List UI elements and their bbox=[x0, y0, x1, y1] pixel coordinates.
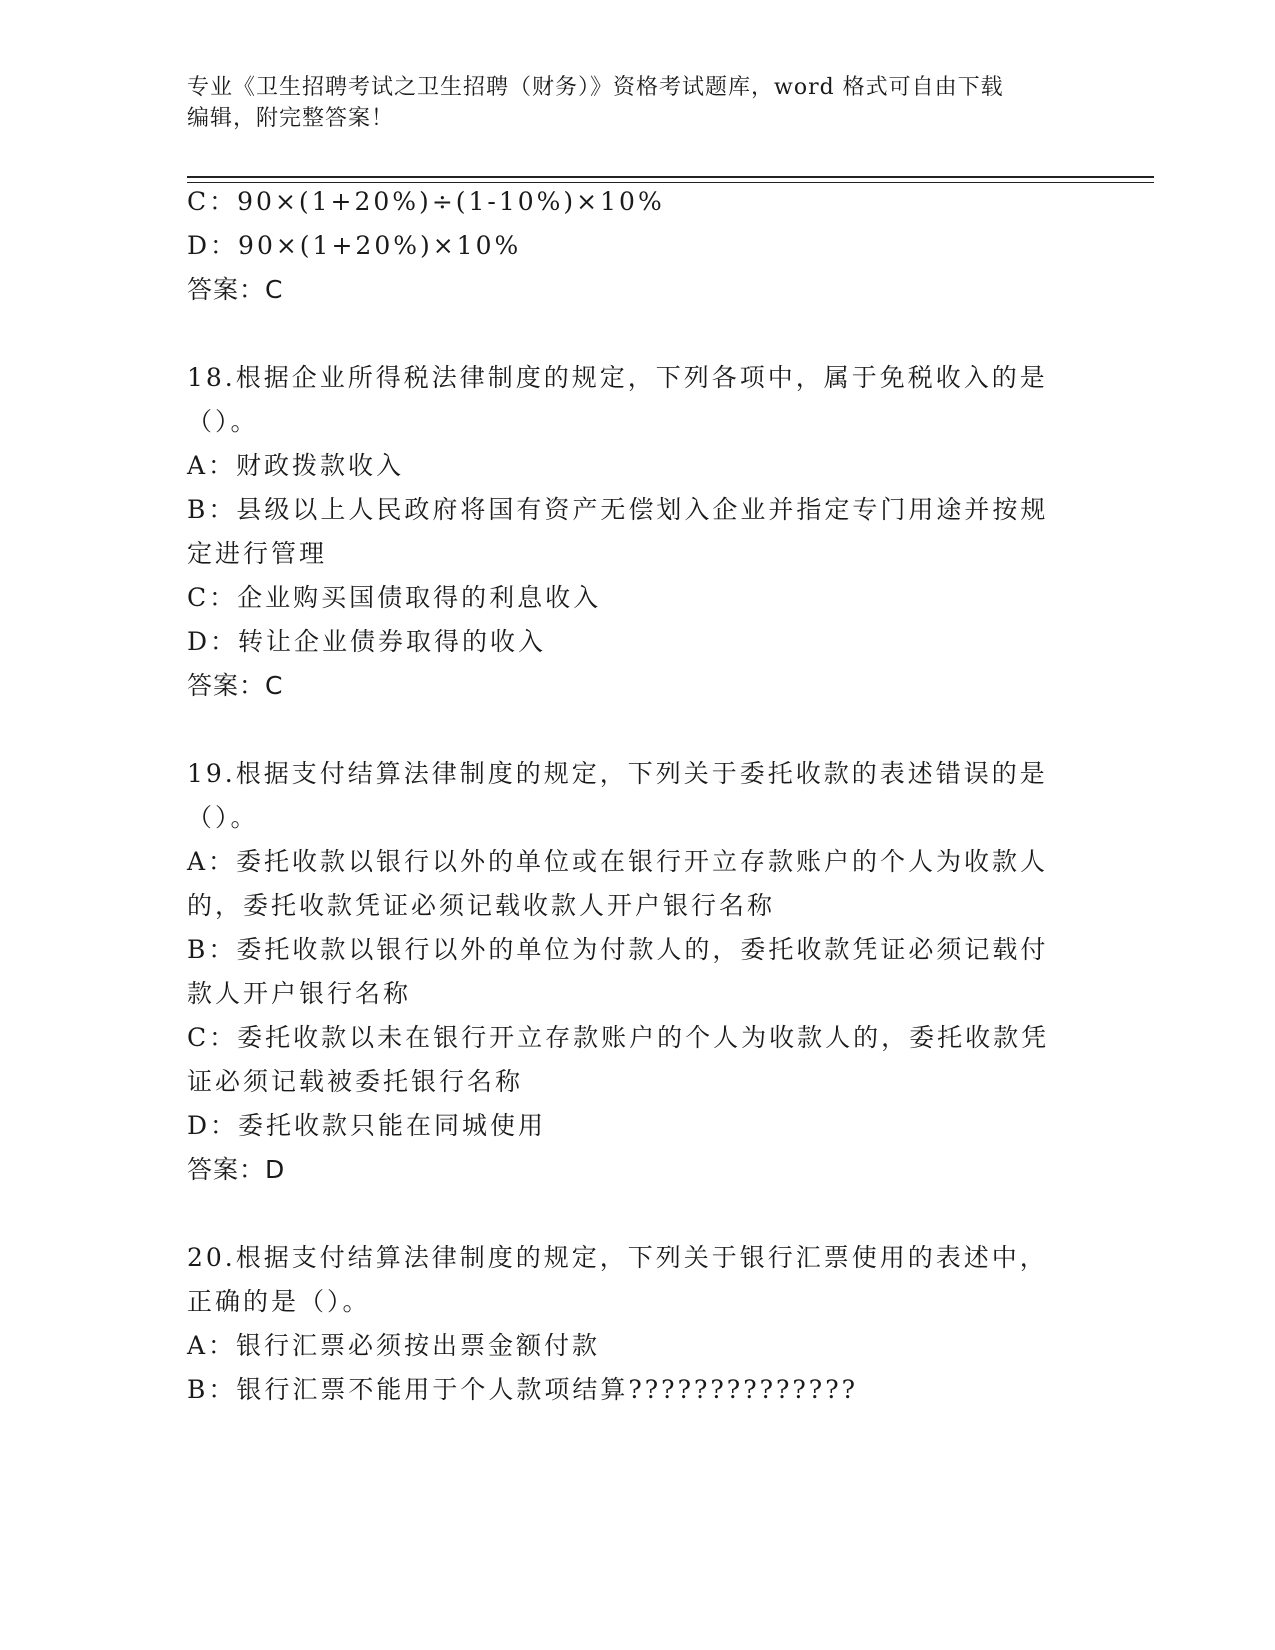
q19-option-a-line-2: 的，委托收款凭证必须记载收款人开户银行名称 bbox=[187, 891, 776, 920]
q18-stem-line-1: 18.根据企业所得税法律制度的规定，下列各项中，属于免税收入的是 bbox=[187, 363, 1048, 392]
q19-answer: 答案：D bbox=[187, 1155, 286, 1184]
q19-option-c-line-2: 证必须记载被委托银行名称 bbox=[187, 1067, 524, 1096]
q18-option-b-line-2: 定进行管理 bbox=[187, 539, 328, 568]
q20-stem-line-2: 正确的是（）。 bbox=[187, 1287, 371, 1316]
prev-answer: 答案：C bbox=[187, 275, 284, 304]
q19-option-b-line-2: 款人开户银行名称 bbox=[187, 979, 412, 1008]
prev-option-d: D：90×(1+20%)×10% bbox=[187, 231, 522, 260]
q18-option-a: A：财政拨款收入 bbox=[187, 451, 405, 480]
q20-stem-line-1: 20.根据支付结算法律制度的规定，下列关于银行汇票使用的表述中， bbox=[187, 1243, 1048, 1272]
q18-stem-line-2: （）。 bbox=[187, 407, 259, 436]
header-line-1: 专业《卫生招聘考试之卫生招聘（财务）》资格考试题库，word 格式可自由下载 bbox=[187, 75, 1004, 100]
q18-answer: 答案：C bbox=[187, 671, 284, 700]
q18-option-d: D：转让企业债券取得的收入 bbox=[187, 627, 547, 656]
q19-option-a-line-1: A：委托收款以银行以外的单位或在银行开立存款账户的个人为收款人 bbox=[187, 847, 1049, 876]
q19-stem-line-2: （）。 bbox=[187, 803, 259, 832]
q19-option-c-line-1: C：委托收款以未在银行开立存款账户的个人为收款人的，委托收款凭 bbox=[187, 1023, 1050, 1052]
q20-option-a: A：银行汇票必须按出票金额付款 bbox=[187, 1331, 601, 1360]
q18-option-c: C：企业购买国债取得的利息收入 bbox=[187, 583, 602, 612]
q19-option-d: D：委托收款只能在同城使用 bbox=[187, 1111, 547, 1140]
header-divider bbox=[187, 176, 1154, 183]
q19-stem-line-1: 19.根据支付结算法律制度的规定，下列关于委托收款的表述错误的是 bbox=[187, 759, 1048, 788]
q19-option-b-line-1: B：委托收款以银行以外的单位为付款人的，委托收款凭证必须记载付 bbox=[187, 935, 1049, 964]
prev-option-c: C：90×(1+20%)÷(1-10%)×10% bbox=[187, 187, 665, 216]
document-header bbox=[187, 72, 1087, 134]
q18-option-b-line-1: B：县级以上人民政府将国有资产无偿划入企业并指定专门用途并按规 bbox=[187, 495, 1049, 524]
header-line-2: 编辑，附完整答案！ bbox=[187, 106, 395, 131]
q20-option-b: B：银行汇票不能用于个人款项结算?????????????? bbox=[187, 1375, 859, 1404]
